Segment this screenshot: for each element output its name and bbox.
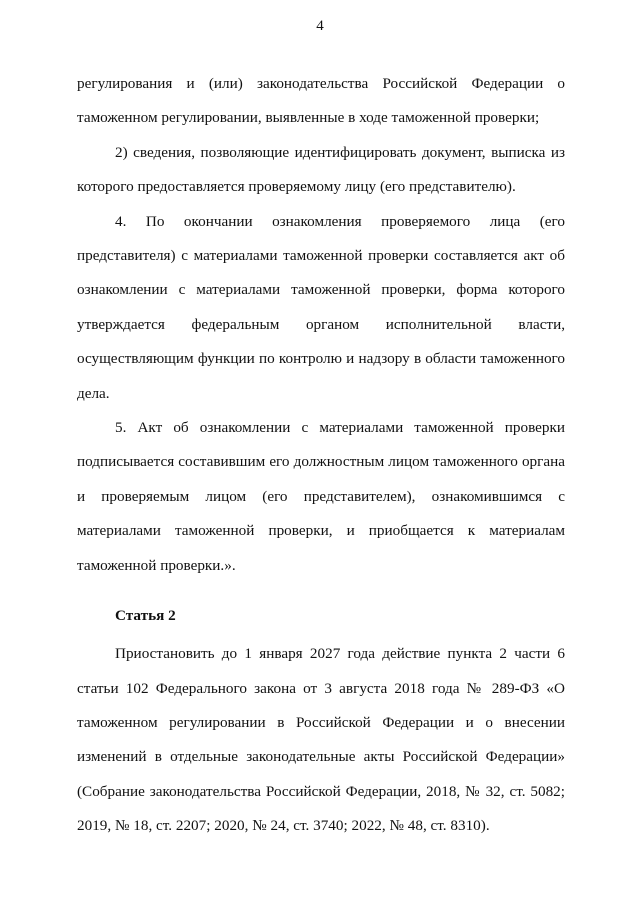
paragraph-article-2-text: Приостановить до 1 января 2027 года действие пункта 2 части 6 статьи 102 Федерального закона от 3 августа 2018 года № 289-ФЗ «О таможенном регулировании в Российской Федерации и о внесении изменений в отдельные законодательные акты Российской Федерации» (Собрание законодательства Российской Федерации, 2018, № 32, ст. 5082; 2019, № 18, ст. 2207; 2020, № 24, ст. 3740; 2022, № 48, ст. 8310). — [77, 645, 565, 835]
document-body — [77, 67, 565, 844]
paragraph-item-5: 5. Акт об ознакомлении с материалами таможенной проверки подписывается составившим его должностным лицом таможенного органа и проверяемым лицом (его представителем), ознакомившимся с материалами таможенной проверки, и приобщается к материалам таможенной проверки.». — [77, 419, 565, 574]
article-heading: Статья 2 — [115, 607, 176, 625]
paragraph-continuation: регулирования и (или) законодательства Российской Федерации о таможенном регулировании, выявленные в ходе таможенной проверки; — [77, 75, 565, 127]
paragraph-item-4: 4. По окончании ознакомления проверяемого лица (его представителя) с материалами таможенной проверки составляется акт об ознакомлении с материалами таможенной проверки, форма которого утверждается федеральным органом исполнительной власти, осуществляющим функции по контролю и надзору в области таможенного дела. — [77, 212, 565, 402]
page-number: 4 — [316, 18, 324, 34]
paragraph-item-2: 2) сведения, позволяющие идентифицировать документ, выписка из которого предоставляется проверяемому лицу (его представителю). — [77, 143, 565, 196]
